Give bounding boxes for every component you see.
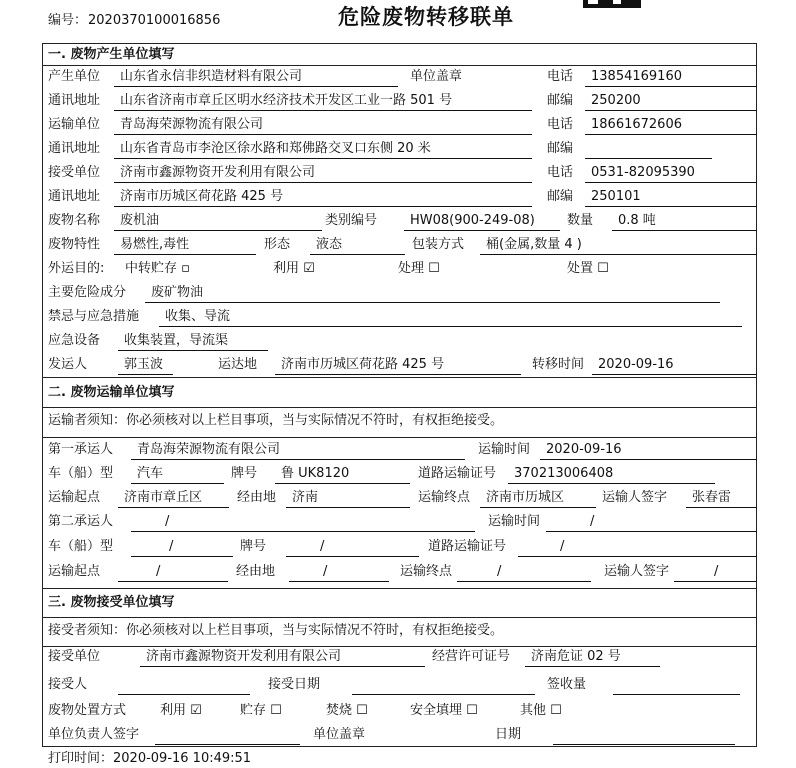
label: 禁忌与应急措施 xyxy=(48,309,140,324)
method-utilization-checkbox[interactable]: 利用 ☑ xyxy=(160,703,202,718)
label: 电话 xyxy=(547,117,574,132)
receiver-zip-field[interactable]: 250101 xyxy=(585,188,757,207)
label: 废物名称 xyxy=(48,213,101,228)
hazard-field[interactable]: 废矿物油 xyxy=(145,284,720,303)
divider xyxy=(42,407,757,408)
transporter-field[interactable]: 青岛海荣源物流有限公司 xyxy=(114,116,532,135)
label: 废物处置方式 xyxy=(48,703,127,718)
producer-address-field[interactable]: 山东省济南市章丘区明水经济技术开发区工业一路 501 号 xyxy=(114,92,532,111)
producer-phone-field[interactable]: 13854169160 xyxy=(585,68,757,87)
carrier2-time-field[interactable]: / xyxy=(546,513,757,532)
label: 电话 xyxy=(547,69,574,84)
label: 车（船）型 xyxy=(48,466,114,481)
label: 运输人签字 xyxy=(604,564,670,579)
label: 类别编号 xyxy=(325,213,378,228)
frame-right xyxy=(756,43,757,746)
page-title: 危险废物转移联单 xyxy=(338,5,514,29)
divider xyxy=(42,588,757,589)
label: 应急设备 xyxy=(48,333,101,348)
method-incineration-checkbox[interactable]: 焚烧 ☐ xyxy=(326,703,368,718)
emergency-measures-field[interactable]: 收集、导流 xyxy=(159,308,742,327)
label: 运输终点 xyxy=(400,564,453,579)
label: 电话 xyxy=(547,165,574,180)
label: 形态 xyxy=(264,237,291,252)
label: 邮编 xyxy=(547,141,574,156)
received-amount-field[interactable] xyxy=(613,676,740,695)
divider xyxy=(42,65,757,66)
label: 废物特性 xyxy=(48,237,101,252)
transfer-time-field[interactable]: 2020-09-16 xyxy=(592,356,757,375)
label: 接受单位 xyxy=(48,165,101,180)
serial-number: 2020370100016856 xyxy=(88,13,221,28)
carrier2-plate-field[interactable]: / xyxy=(286,538,419,557)
carrier2-via-field[interactable]: / xyxy=(289,563,389,582)
method-other-checkbox[interactable]: 其他 ☐ xyxy=(520,703,562,718)
label: 通讯地址 xyxy=(48,189,101,204)
section-1-heading: 一. 废物产生单位填写 xyxy=(48,47,175,62)
label: 运输起点 xyxy=(48,490,101,505)
receiver-address-field[interactable]: 济南市历城区荷花路 425 号 xyxy=(114,188,532,207)
label: 外运目的: xyxy=(48,261,105,276)
frame-top xyxy=(42,43,757,44)
label: 第一承运人 xyxy=(48,442,114,457)
label: 运输时间 xyxy=(488,514,541,529)
waste-name-field[interactable]: 废机油 xyxy=(114,212,322,231)
transport-notice: 运输者须知：你必须核对以上栏目事项，当与实际情况不符时，有权拒绝接受。 xyxy=(48,413,504,428)
carrier1-field[interactable]: 青岛海荣源物流有限公司 xyxy=(131,441,465,460)
label: 签收量 xyxy=(547,677,587,692)
head-signature-field[interactable] xyxy=(155,726,300,745)
qr-code-fragment xyxy=(583,0,641,8)
label: 单位负责人签字 xyxy=(48,727,140,742)
carrier1-permit-field[interactable]: 370213006408 xyxy=(508,465,715,484)
form-field[interactable]: 液态 xyxy=(310,236,405,255)
divider xyxy=(42,646,757,647)
frame-bottom xyxy=(42,746,757,747)
label: 牌号 xyxy=(231,466,258,481)
shipper-field[interactable]: 郭玉波 xyxy=(118,356,173,375)
serial-label: 编号： xyxy=(48,13,88,28)
receiver-person-field[interactable] xyxy=(118,676,250,695)
label: 运输终点 xyxy=(418,490,471,505)
divider xyxy=(42,617,757,618)
section-2-heading: 二. 废物运输单位填写 xyxy=(48,385,175,400)
label: 单位盖章 xyxy=(410,69,463,84)
label: 接受单位 xyxy=(48,649,101,664)
purpose-utilization-checkbox[interactable]: 利用 ☑ xyxy=(273,261,315,276)
receiver-phone-field[interactable]: 0531-82095390 xyxy=(585,164,757,183)
label: 日期 xyxy=(495,727,522,742)
carrier2-end-field[interactable]: / xyxy=(457,563,591,582)
label: 第二承运人 xyxy=(48,514,114,529)
receive-date-field[interactable] xyxy=(352,676,535,695)
receive-notice: 接受者须知：你必须核对以上栏目事项，当与实际情况不符时，有权拒绝接受。 xyxy=(48,623,504,638)
label: 经由地 xyxy=(236,564,276,579)
carrier1-start-field[interactable]: 济南市章丘区 xyxy=(118,489,229,508)
carrier2-start-field[interactable]: / xyxy=(118,563,228,582)
label: 转移时间 xyxy=(532,357,585,372)
carrier1-vehicle-field[interactable]: 汽车 xyxy=(131,465,224,484)
label: 运输起点 xyxy=(48,564,101,579)
label: 道路运输证号 xyxy=(418,466,497,481)
carrier1-end-field[interactable]: 济南市历城区 xyxy=(480,489,596,508)
label: 产生单位 xyxy=(48,69,101,84)
label: 邮编 xyxy=(547,189,574,204)
divider xyxy=(42,437,757,438)
emergency-equipment-field[interactable]: 收集装置，导流渠 xyxy=(118,332,268,351)
purpose-disposal-checkbox[interactable]: 处置 ☐ xyxy=(567,261,609,276)
label: 经营许可证号 xyxy=(432,649,511,664)
label: 数量 xyxy=(567,213,594,228)
receiver-field[interactable]: 济南市鑫源物资开发利用有限公司 xyxy=(114,164,532,183)
divider xyxy=(42,377,757,378)
carrier1-time-field[interactable]: 2020-09-16 xyxy=(540,441,757,460)
property-field[interactable]: 易燃性,毒性 xyxy=(114,236,256,255)
carrier2-signature-field[interactable]: / xyxy=(674,563,757,582)
transporter-address-field[interactable]: 山东省青岛市李沧区徐水路和郑佛路交叉口东侧 20 米 xyxy=(114,140,532,159)
label: 发运人 xyxy=(48,357,88,372)
frame-left xyxy=(42,43,43,746)
transporter-zip-field[interactable] xyxy=(585,140,712,159)
carrier2-vehicle-field[interactable]: / xyxy=(131,538,233,557)
category-field[interactable]: HW08(900-249-08) xyxy=(404,212,560,231)
label: 运输人签字 xyxy=(602,490,668,505)
carrier2-field[interactable]: / xyxy=(131,513,475,532)
producer-field[interactable]: 山东省永信非织造材料有限公司 xyxy=(114,68,398,87)
method-storage-checkbox[interactable]: 贮存 ☐ xyxy=(240,703,282,718)
section-3-heading: 三. 废物接受单位填写 xyxy=(48,595,175,610)
label: 经由地 xyxy=(237,490,277,505)
label: 接受日期 xyxy=(268,677,321,692)
label: 接受人 xyxy=(48,677,88,692)
purpose-treatment-checkbox[interactable]: 处理 ☐ xyxy=(398,261,440,276)
carrier1-signature-field[interactable]: 张春雷 xyxy=(686,489,757,508)
packing-field[interactable]: 桶(金属,数量 4 ) xyxy=(480,236,757,255)
print-time: 打印时间：2020-09-16 10:49:51 xyxy=(48,751,252,766)
label: 运输单位 xyxy=(48,117,101,132)
destination-field[interactable]: 济南市历城区荷花路 425 号 xyxy=(275,356,521,375)
label: 包装方式 xyxy=(412,237,465,252)
label: 主要危险成分 xyxy=(48,285,127,300)
label: 通讯地址 xyxy=(48,93,101,108)
label: 单位盖章 xyxy=(313,727,366,742)
carrier2-permit-field[interactable]: / xyxy=(518,538,757,557)
receiving-unit-field[interactable]: 济南市鑫源物资开发利用有限公司 xyxy=(140,648,425,667)
producer-zip-field[interactable]: 250200 xyxy=(585,92,757,111)
license-field[interactable]: 济南危证 02 号 xyxy=(525,648,660,667)
purpose-transfer-storage-checkbox[interactable]: 中转贮存 ▫ xyxy=(125,261,190,276)
label: 邮编 xyxy=(547,93,574,108)
label: 牌号 xyxy=(240,539,267,554)
label: 运输时间 xyxy=(478,442,531,457)
quantity-field[interactable]: 0.8 吨 xyxy=(612,212,757,231)
date-field[interactable] xyxy=(553,726,735,745)
carrier1-plate-field[interactable]: 鲁 UK8120 xyxy=(275,465,410,484)
method-landfill-checkbox[interactable]: 安全填埋 ☐ xyxy=(410,703,478,718)
label: 车（船）型 xyxy=(48,539,114,554)
transporter-phone-field[interactable]: 18661672606 xyxy=(585,116,757,135)
carrier1-via-field[interactable]: 济南 xyxy=(286,489,410,508)
label: 运达地 xyxy=(218,357,258,372)
label: 通讯地址 xyxy=(48,141,101,156)
label: 道路运输证号 xyxy=(428,539,507,554)
